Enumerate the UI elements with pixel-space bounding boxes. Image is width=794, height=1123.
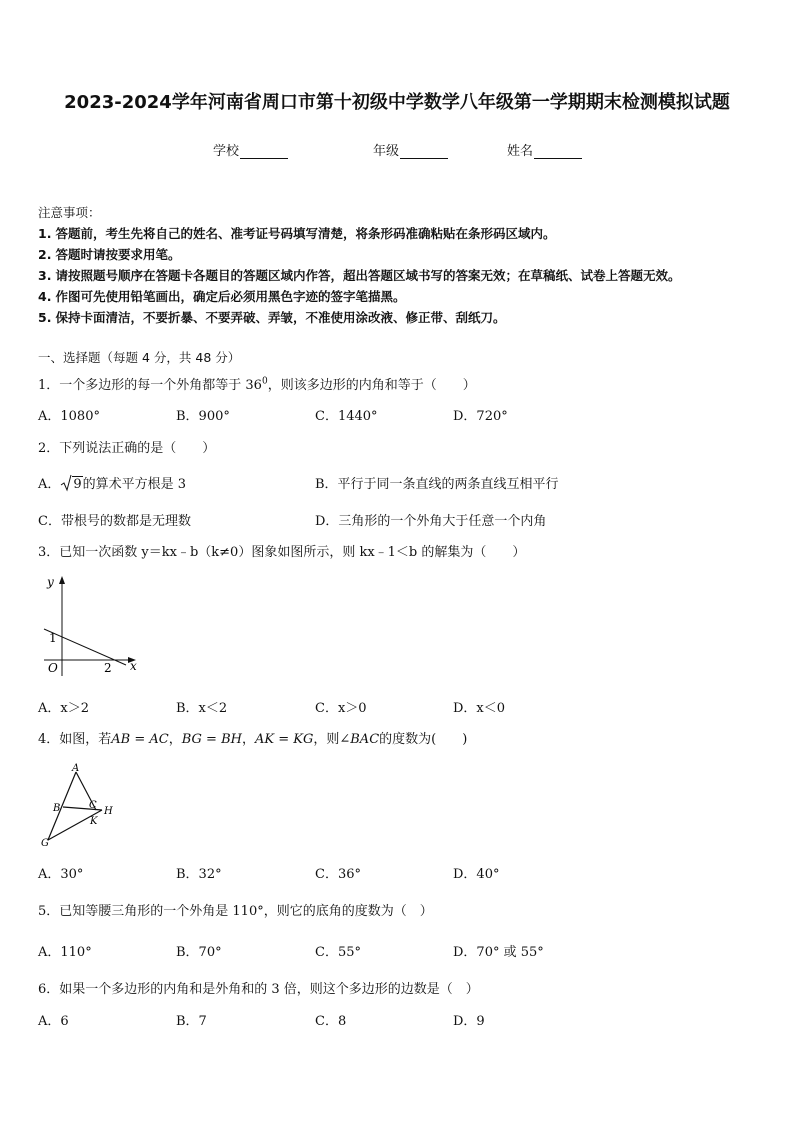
q3-option-d: D．x＜0 — [453, 701, 506, 716]
school-field — [213, 140, 288, 159]
label-h: H — [104, 806, 113, 817]
eq-bg-bh: BG = BH — [181, 732, 242, 747]
grade-field — [373, 140, 448, 159]
q6-option-c: C．8 — [315, 1014, 347, 1029]
q4-option-b: B．32° — [176, 867, 222, 882]
y-intercept-label: 1 — [49, 631, 57, 645]
sqrt-sign: 9 — [60, 474, 82, 492]
q1-option-d: D．720° — [453, 409, 508, 424]
q5-option-d: D．70° 或 55° — [453, 945, 544, 960]
q3-option-a: A．x＞2 — [38, 701, 89, 716]
q2-option-d: D．三角形的一个外角大于任意一个内角 — [315, 514, 547, 529]
grade-label: 年级 — [373, 144, 400, 159]
question-5-stem: 5．已知等腰三角形的一个外角是 110°，则它的底角的度数为（ ） — [38, 904, 433, 919]
q6-option-d: D．9 — [453, 1014, 485, 1029]
q5-option-b: B．70° — [176, 945, 222, 960]
note-item: 2. 答题时请按要求用笔。 — [38, 247, 181, 262]
q1-option-b: B．900° — [176, 409, 230, 424]
school-blank — [240, 146, 288, 159]
eq-ab-ac: AB = AC — [111, 732, 169, 747]
q2-option-a: A． 9的算术平方根是 3 — [38, 473, 186, 492]
q2-option-b: B．平行于同一条直线的两条直线互相平行 — [315, 477, 559, 492]
angle-bac: ∠BAC — [339, 732, 380, 747]
question-3-stem: 3．已知一次函数 y＝kx﹣b（k≠0）图象如图所示，则 kx﹣1＜b 的解集为（ ） — [38, 545, 526, 560]
eq-ak-kg: AK = KG — [254, 732, 314, 747]
q1-option-c: C．1440° — [315, 409, 378, 424]
label-c: C — [89, 800, 97, 811]
q5-option-c: C．55° — [315, 945, 361, 960]
q6-option-b: B．7 — [176, 1014, 207, 1029]
name-field — [507, 140, 582, 159]
q3-option-b: B．x＜2 — [176, 701, 228, 716]
note-item: 5. 保持卡面清洁，不要折暴、不要弄破、弄皱，不准使用涂改液、修正带、刮纸刀。 — [38, 310, 506, 325]
q3-graph — [38, 572, 148, 682]
question-4-stem: 4．如图，若AB = AC，BG = BH，AK = KG，则∠BAC的度数为( ) — [38, 732, 468, 747]
q4-option-d: D．40° — [453, 867, 500, 882]
y-axis-arrow — [59, 576, 65, 584]
q3-option-c: C．x＞0 — [315, 701, 367, 716]
q2-option-c: C．带根号的数都是无理数 — [38, 514, 191, 529]
note-item: 1. 答题前，考生先将自己的姓名、准考证号码填写清楚，将条形码准确粘贴在条形码区域内。 — [38, 226, 556, 241]
y-label: y — [47, 575, 54, 589]
section-heading: 一、选择题（每题 4 分，共 48 分） — [38, 350, 241, 365]
label-k: K — [90, 816, 98, 827]
x-intercept-label: 2 — [104, 661, 112, 675]
label-g: G — [41, 838, 49, 849]
origin-label: O — [48, 661, 58, 675]
name-label: 姓名 — [507, 144, 534, 159]
label-b: B — [53, 803, 61, 814]
q4-figure — [38, 760, 128, 852]
q4-option-a: A．30° — [38, 867, 84, 882]
q4-option-c: C．36° — [315, 867, 361, 882]
x-label: x — [130, 659, 137, 673]
name-blank — [534, 146, 582, 159]
school-label: 学校 — [213, 144, 240, 159]
question-2-stem: 2．下列说法正确的是（ ） — [38, 441, 216, 456]
note-item: 3. 请按照题号顺序在答题卡各题目的答题区域内作答，超出答题区域书写的答案无效；在草稿纸、试卷上答题无效。 — [38, 268, 681, 283]
note-item: 4. 作图可先使用铅笔画出，确定后必须用黑色字迹的签字笔描黑。 — [38, 289, 406, 304]
page-title: 2023-2024学年河南省周口市第十初级中学数学八年级第一学期期末检测模拟试题 — [64, 92, 730, 113]
label-a: A — [72, 763, 80, 774]
q6-option-a: A．6 — [38, 1014, 69, 1029]
grade-blank — [400, 146, 448, 159]
q5-option-a: A．110° — [38, 945, 92, 960]
q1-option-a: A．1080° — [38, 409, 100, 424]
question-6-stem: 6．如果一个多边形的内角和是外角和的 3 倍，则这个多边形的边数是（ ） — [38, 982, 479, 997]
notes-heading: 注意事项： — [38, 205, 101, 220]
question-1-stem: 1．一个多边形的每一个外角都等于 $36^0$，则该多边形的内角和等于（ ） — [38, 376, 476, 393]
